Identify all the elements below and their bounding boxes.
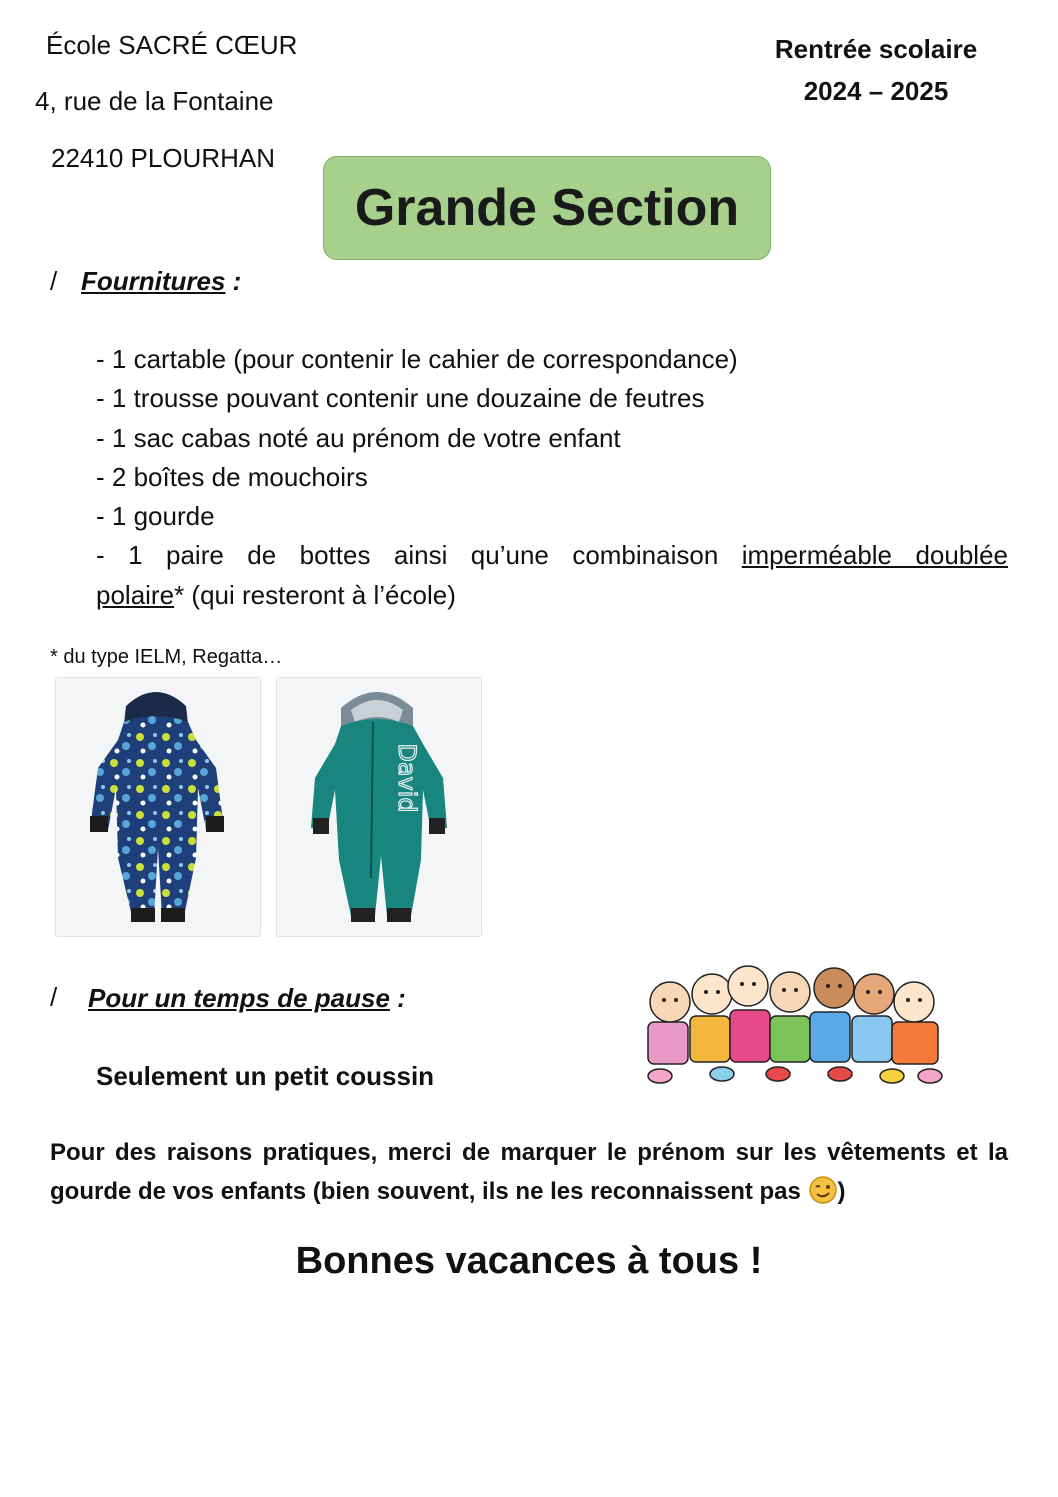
school-city: 22410 PLOURHAN — [51, 143, 275, 173]
supplies-heading — [81, 266, 241, 297]
school-year-block — [746, 28, 1006, 112]
list-item: - 2 boîtes de mouchoirs — [96, 461, 368, 492]
teal-suit-illustration — [277, 678, 481, 936]
dino-suit-photo — [55, 677, 261, 937]
page-title: Grande Section — [354, 179, 740, 237]
list-item: - 1 trousse pouvant contenir une douzaine de feutres — [96, 383, 705, 414]
pause-marker: / — [50, 982, 58, 1012]
teal-suit-photo — [276, 677, 482, 937]
notice-line-2-end: ) — [837, 1178, 846, 1205]
school-year-value: 2024 – 2025 — [803, 76, 949, 106]
suit-name-text: David — [393, 743, 421, 813]
notice-paragraph — [50, 1133, 1008, 1211]
list-item-last-underlined-1: imperméable doublée — [741, 540, 1008, 571]
supplies-list — [96, 340, 1008, 615]
school-name: École SACRÉ CŒUR — [46, 30, 298, 60]
list-item: - 1 gourde — [96, 501, 215, 532]
list-item-last-end: * (qui resteront à l’école) — [174, 579, 456, 610]
school-street: 4, rue de la Fontaine — [35, 86, 274, 116]
dino-suit-illustration — [56, 678, 260, 936]
list-item: - 1 cartable (pour contenir le cahier de correspondance) — [96, 344, 738, 374]
list-item-last-line1 — [96, 536, 1008, 575]
list-item-last-line2 — [96, 576, 1008, 615]
supplies-heading-text: Fournitures — [81, 266, 226, 296]
school-year-label: Rentrée scolaire — [774, 34, 978, 64]
supplies-heading-colon: : — [225, 266, 242, 296]
list-item-last-start: - 1 paire de bottes ainsi qu’une combinaison — [96, 540, 742, 571]
pause-text: Seulement un petit coussin — [96, 1061, 435, 1091]
notice-line-2-text: gourde de vos enfants (bien souvent, ils ne les reconnaissent pas — [50, 1178, 808, 1205]
supplies-marker: / — [50, 266, 58, 296]
children-illustration — [630, 952, 960, 1094]
pause-heading-text: Pour un temps de pause — [88, 983, 390, 1013]
pause-heading — [88, 983, 406, 1014]
list-item: - 1 sac cabas noté au prénom de votre enfant — [96, 422, 621, 453]
notice-line-1: Pour des raisons pratiques, merci de marquer le prénom sur les vêtements et la — [50, 1139, 1008, 1166]
closing-message: Bonnes vacances à tous ! — [295, 1240, 763, 1282]
children-group-icon — [630, 952, 960, 1094]
pause-heading-colon: : — [389, 983, 406, 1013]
list-item-last-underlined-2: polaire — [96, 579, 175, 610]
notice-line-2 — [50, 1178, 846, 1205]
title-banner — [323, 156, 771, 260]
footnote: * du type IELM, Regatta… — [50, 646, 283, 668]
wink-emoji-icon — [808, 1175, 838, 1205]
